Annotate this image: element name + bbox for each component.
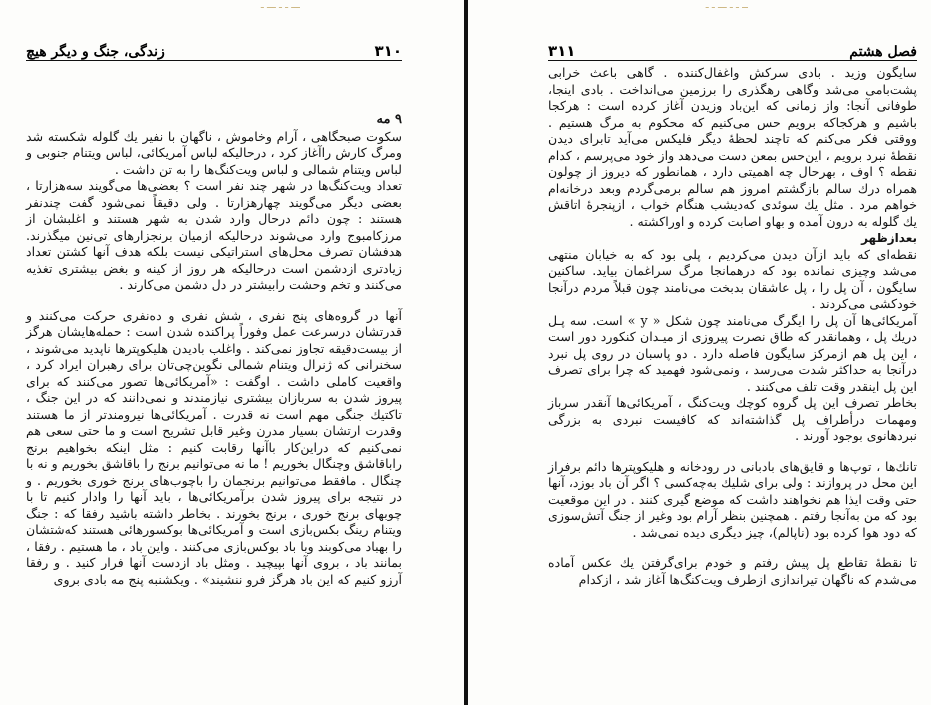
top-bleed-text: ــ ـ ـ ـــ ـ ـ [705,0,748,10]
paragraph: نقطه‌ای که باید ازآن دیدن می‌کردیم ، پلی بود که به خیابان منتهی می‌شد وچیزی نمانده بود که درهمانجا مرگ سراغمان بیاید. ساکنین سایگون ، آن پل را ، پل عاشقان بدبخت می‌نامند چون قبلاً مردم درآنجا خودکشی می‌کردند . [548,246,917,311]
paragraph: آمریکائی‌ها آن پل را ایگرگ می‌نامند چون شکل « y » است. سه پـل دریك پل ، وهمانقدر که طاق نصرت پیروزی از میـدان کنکورد دور است ، این پل هم ازمرکز سایگون فاصله دارد . دو پاسبان در روی پل نبرد درآنجا به حداکثر شدت می‌رسد ، ونمی‌شود فهمید که چرا برای تصرف این پل اینقدر وقت تلف می‌کنند . [548,312,917,394]
paragraph: تانك‌ها ، توپ‌ها و قایق‌های بادبانی در رودخانه و هلیکوپترها دائم برفراز این محل در پروازند : ولی برای شلیك به‌چه‌کسی ؟ اگر آن باد بوزد، آنها حتی وقت ایذا هم نخواهند داشت که موضع گیری کنند . در این موقعیت بود که من به‌آنجا رفتم . همچنین بنظر آرام بود وغیر از جنگ آتش‌سوزی که دود هوا کرده بود (ناپالم)، چیز دیگری دیده نمی‌شد . [548,458,917,540]
left-page [0,0,464,705]
header-rule [26,60,402,61]
paragraph: سایگون وزید . بادی سرکش واغفال‌کننده . گاهی باعث خرابی پشت‌بامی می‌شد وگاهی رهگذری را برزمین می‌انداخت . بادی اینجا، طوفانی آنجا: واز زمانی که این‌باد وزیدن آغاز کرده است : هرکجا باشیم و هرکجاکه برویم حس می‌کنیم که محکوم به مرگ هستیم . ووقتی فکر می‌کنم که تاچند لحظهٔ دیگر فلیکس می‌آید تابرای دیدن نقطهٔ نبرد برویم ، این‌حس بمعن دست می‌دهد واز خود می‌پرسم ، کدام نقطه ؟ اوف ، بهرحال چه اهمیتی دارد ، همانطور که دیروز از چولون همراه درك سالم بازگشتم امروز هم سالم برمی‌گردم وبعد درخانه‌ام خواهم مرد . مثل یك سوئدی که‌دیشب هنگام خواب ، ازپنجرهٔ اتاقش یك گلوله به درون آمده و بهاو اصابت کرده و اوراکشته . [547,65,917,229]
top-bleed-text: ـــ ـ ـ ـــ ـ [260,0,300,10]
page-number: ۳۱۰ [374,42,402,60]
right-page [468,0,931,705]
paragraph: تا نقطهٔ تقاطع پل پیش رفتم و خودم برای‌گرفتن یك عکس آماده می‌شدم که ناگهان تیراندازی ازطرف ویت‌کنگ‌ها آغاز شد ، ازکدام [548,555,917,587]
paragraph: بخاطر تصرف این پل گروه کوچك ویت‌کنگ ، آمریکائی‌ها آنقدر سرباز ومهمات درأطراف پل گذاشته‌اند که کافیست نبردی به بزرگی نبردهانوی بوجود آورند . [548,395,917,443]
page-header [548,38,917,60]
header-rule [548,60,917,61]
right-body-text [548,65,917,588]
paragraph: آنها در گروه‌های پنج نفری ، شش نفری و ده‌نفری حرکت می‌کنند و قدرتشان درسرعت عمل وفوراً پراکنده شدن است : حمله‌هایشان هرگز از بیست‌دقیقه تجاوز نمی‌کند . واغلب بادیدن هلیکوپترها ناپدید می‌شوند ، سخنرانی که ژنرال ویتنام شمالی نگوین‌چی‌تان برای رهبران ایراد کرد ، واقعیت کاملی داشت . اوگفت : «آمریکائی‌ها تصور می‌کنند که برای پیروز شدن به سربازان بیشتری نیازمندند و نمی‌دانند که در این جنگ ، تاکتیك جنگی مهم است نه قدرت . آمریکائی‌ها نیرومندتر از ما هستند وقدرت ارتشان بسیار مدرن وغیر قابل تشریح است و ما حتی سعی هم نمی‌کنیم که دراین‌کار باآنها رقابت کنیم : مثل اینکه بخواهیم برنج راباقاشق وچنگال بخوریم ! ما نه می‌توانیم برنج را باقاشق بخوریم و نه با چنگال . مافقط می‌توانیم برنجمان را باچوب‌های برنج خوری بخوریم . و در نتیجه برای پیروز شدن برآمریکائی‌ها ، باید آنها را وادار کنیم تا با چوبهای برنج خوری ، برنج بخورند . بخاطر داشته باشید رفقا که : جنگ ویتنام رینگ بکس‌بازی است و آمریکائی‌ها بوکسورهائی هستند که‌شتشان را بهباد می‌کوبند وبا باد بوکس‌بازی می‌کنند . واین باد ، ما هستیم . رفقا ، بمانند باد ، بروی آنها بپیچید . ومثل باد ازدست آنها فرار کنید . و رفقا آرزو کنیم که این باد هرگز فرو ننشیند» . ویکشنبه پنج مه بادی بروی [26,307,402,587]
paragraph: تعداد ویت‌کنگ‌ها در شهر چند نفر است ؟ بعضی‌ها می‌گویند سه‌هزارتا ، بعضی دیگر می‌گویند چهارهزارتا . ولی دقیقاً نمی‌شود گفت چندنفر هستند : چون دائم درحال وارد شدن به شهر هستند و اغلبشان از مرزکامبوج وارد می‌شوند درحالیکه ازمیان برنجزارهای تی‌نین میگذرند. هدفشان تصرف محل‌های استراتیکی نیست بلکه هدف آنها کشتن تعداد زیادتری ازدشمن است درحالیکه هر روز از کینه و بغض بیشتری تغذیه می‌کنند و تخم وحشت رابیشتر در دل دشمن می‌کارند . [26,178,402,292]
section-heading: بعدازظهر [861,231,917,245]
page-header [26,38,402,60]
page-number: ۳۱۱ [548,42,576,60]
section-date: ۹ مه [376,112,402,127]
running-title: فصل هشتم [849,44,917,60]
left-body-text [26,112,402,588]
running-title: زندگی، جنگ و دیگر هیچ [26,44,165,60]
paragraph: سکوت صبحگاهی ، آرام وخاموش ، ناگهان با نفیر یك گلوله شکسته شد ومرگ کارش راآغاز کرد ، درحالیکه لباس آمریکائی، لباس ویتنام جنوبی و لباس ویتنام شمالی و لباس ویت‌کنگ‌ها را به تن داشت . [26,128,402,177]
